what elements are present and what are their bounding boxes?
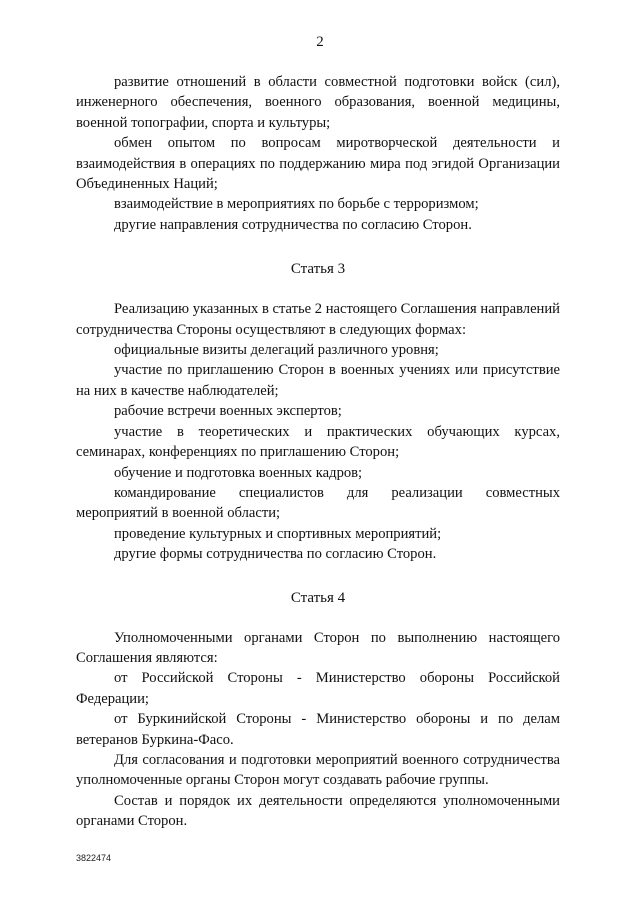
document-code: 3822474 [76,853,112,863]
list-item: от Российской Стороны - Министерство обороны Российской Федерации; [76,670,560,707]
list-item: участие в теоретических и практических обучающих курсах, семинарах, конференциях по приглашению Сторон; [76,423,560,461]
article-3-heading: Статья 3 [290,261,346,278]
list-item: официальные визиты делегаций различного уровня; [114,342,439,359]
list-item: взаимодействие в мероприятиях по борьбе с терроризмом; [114,196,479,213]
list-item: участие по приглашению Сторон в военных учениях или присутствие на них в качестве наблюдателей; [76,362,560,399]
list-item: проведение культурных и спортивных мероприятий; [114,525,442,542]
article-4-heading: Статья 4 [290,589,346,606]
article-4-lead-paragraph: Уполномоченными органами Сторон по выполнению настоящего Соглашения являются: [76,629,560,666]
list-item: другие направления сотрудничества по согласию Сторон. [114,216,472,233]
list-item: обучение и подготовка военных кадров; [114,464,363,481]
list-item: от Буркинийской Стороны - Министерство обороны и по делам ветеранов Буркина-Фасо. [76,711,560,748]
list-item: обмен опытом по вопросам миротворческой деятельности и взаимодействия в операциях по поддержанию мира под эгидой Организации Объединенных Наций; [76,135,560,193]
list-item: другие формы сотрудничества по согласию Сторон. [114,546,437,563]
list-item: командирование специалистов для реализации совместных мероприятий в военной области; [76,484,560,522]
article-3-lead-paragraph: Реализацию указанных в статье 2 настоящего Соглашения направлений сотрудничества Стороны осуществляют в следующих формах: [76,301,560,338]
list-item: развитие отношений в области совместной подготовки войск (сил), инженерного обеспечения, военного образования, военной медицины, военной топографии, спорта и культуры; [76,74,560,131]
list-item: Для согласования и подготовки мероприятий военного сотрудничества уполномоченные органы Сторон могут создавать рабочие группы. [76,751,560,789]
list-item: Состав и порядок их деятельности определяются уполномоченными органами Сторон. [76,792,560,830]
document-body [76,72,560,832]
list-item: рабочие встречи военных экспертов; [114,403,342,420]
page-number: 2 [316,34,324,50]
